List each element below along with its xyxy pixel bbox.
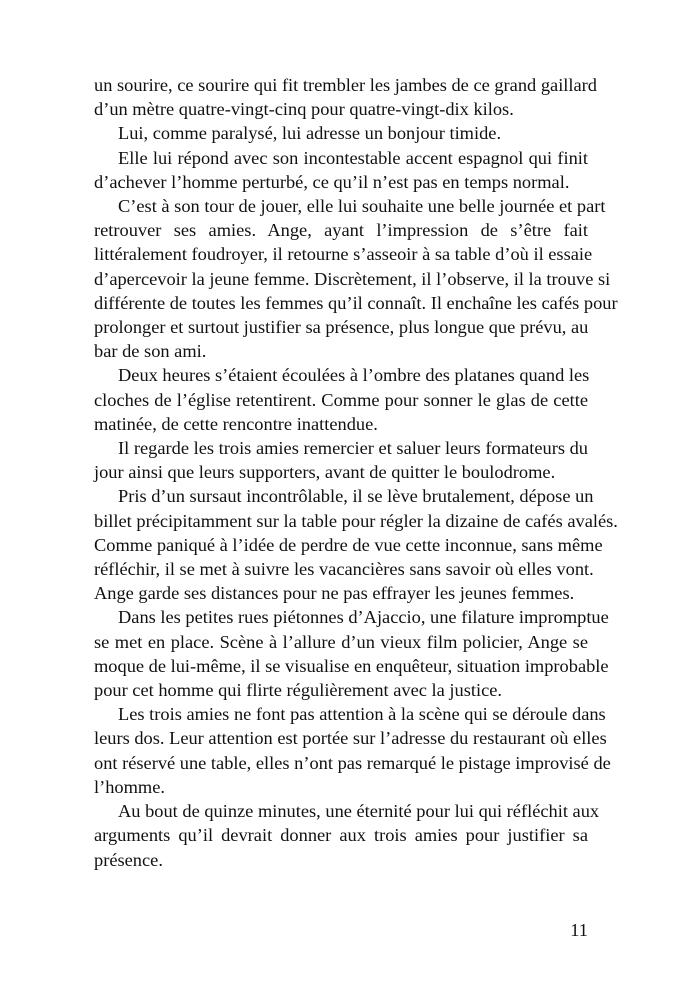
paragraph bbox=[94, 363, 588, 436]
text-line: réfléchir, il se met à suivre les vacancières sans savoir où elles vont. bbox=[94, 559, 594, 580]
text-line: différente de toutes les femmes qu’il connaît. Il enchaîne les cafés pour bbox=[94, 292, 618, 313]
text-line: Au bout de quinze minutes, une éternité pour lui qui réfléchit aux bbox=[118, 801, 600, 822]
text-line: Ange garde ses distances pour ne pas effrayer les jeunes femmes. bbox=[94, 583, 575, 604]
text-line: Comme paniqué à l’idée de perdre de vue cette inconnue, sans même bbox=[94, 534, 603, 555]
text-line: Deux heures s’étaient écoulées à l’ombre des platanes quand les bbox=[118, 365, 590, 386]
text-line: Elle lui répond avec son incontestable accent espagnol qui finit bbox=[118, 147, 588, 168]
text-line: prolonger et surtout justifier sa présence, plus longue que prévu, au bbox=[94, 317, 589, 338]
text-line: retrouver ses amies. Ange, ayant l’impression de s’être fait bbox=[94, 220, 588, 241]
paragraph bbox=[94, 799, 600, 872]
text-line: un sourire, ce sourire qui fit trembler les jambes de ce grand gaillard bbox=[94, 75, 598, 95]
text-line: littéralement foudroyer, il retourne s’asseoir à sa table d’où il essaie bbox=[94, 244, 593, 265]
text-line: se met en place. Scène à l’allure d’un vieux film policier, Ange se bbox=[94, 631, 588, 652]
text-line: l’homme. bbox=[94, 776, 165, 797]
paragraph bbox=[94, 146, 588, 194]
text-line: pour cet homme qui flirte régulièrement avec la justice. bbox=[94, 680, 503, 701]
text-line: Dans les petites rues piétonnes d’Ajaccio, une filature impromptue bbox=[118, 607, 609, 628]
paragraph bbox=[94, 484, 618, 605]
text-line: Lui, comme paralysé, lui adresse un bonjour timide. bbox=[118, 123, 502, 144]
paragraph bbox=[94, 73, 598, 121]
text-line: billet précipitamment sur la table pour régler la dizaine de cafés avalés. bbox=[94, 510, 618, 531]
paragraph bbox=[94, 702, 611, 799]
page-number: 11 bbox=[570, 920, 588, 940]
text-line: cloches de l’église retentirent. Comme pour sonner le glas de cette bbox=[94, 389, 588, 410]
text-line: jour ainsi que leurs supporters, avant de quitter le boulodrome. bbox=[94, 462, 556, 483]
text-line: Il regarde les trois amies remercier et saluer leurs formateurs du bbox=[118, 438, 588, 459]
text-line: leurs dos. Leur attention est portée sur l’adresse du restaurant où elles bbox=[94, 728, 607, 749]
paragraph bbox=[94, 436, 588, 484]
text-line: moque de lui-même, il se visualise en enquêteur, situation improbable bbox=[94, 655, 609, 676]
text-line: bar de son ami. bbox=[94, 341, 207, 362]
text-line: Pris d’un sursaut incontrôlable, il se lève brutalement, dépose un bbox=[118, 486, 594, 507]
paragraph bbox=[94, 194, 618, 363]
text-line: Les trois amies ne font pas attention à la scène qui se déroule dans bbox=[118, 704, 606, 725]
text-line: arguments qu’il devrait donner aux trois amies pour justifier sa bbox=[94, 825, 588, 846]
paragraph bbox=[94, 605, 609, 702]
text-line: d’achever l’homme perturbé, ce qu’il n’est pas en temps normal. bbox=[94, 171, 570, 192]
page-body bbox=[94, 73, 618, 872]
text-line: C’est à son tour de jouer, elle lui souhaite une belle journée et part bbox=[118, 196, 606, 217]
text-line: matinée, de cette rencontre inattendue. bbox=[94, 413, 378, 434]
paragraph bbox=[94, 121, 588, 145]
text-line: présence. bbox=[94, 849, 163, 870]
text-line: d’apercevoir la jeune femme. Discrètement, il l’observe, il la trouve si bbox=[94, 268, 611, 289]
text-line: d’un mètre quatre-vingt-cinq pour quatre-vingt-dix kilos. bbox=[94, 99, 514, 120]
text-line: ont réservé une table, elles n’ont pas remarqué le pistage improvisé de bbox=[94, 752, 611, 773]
